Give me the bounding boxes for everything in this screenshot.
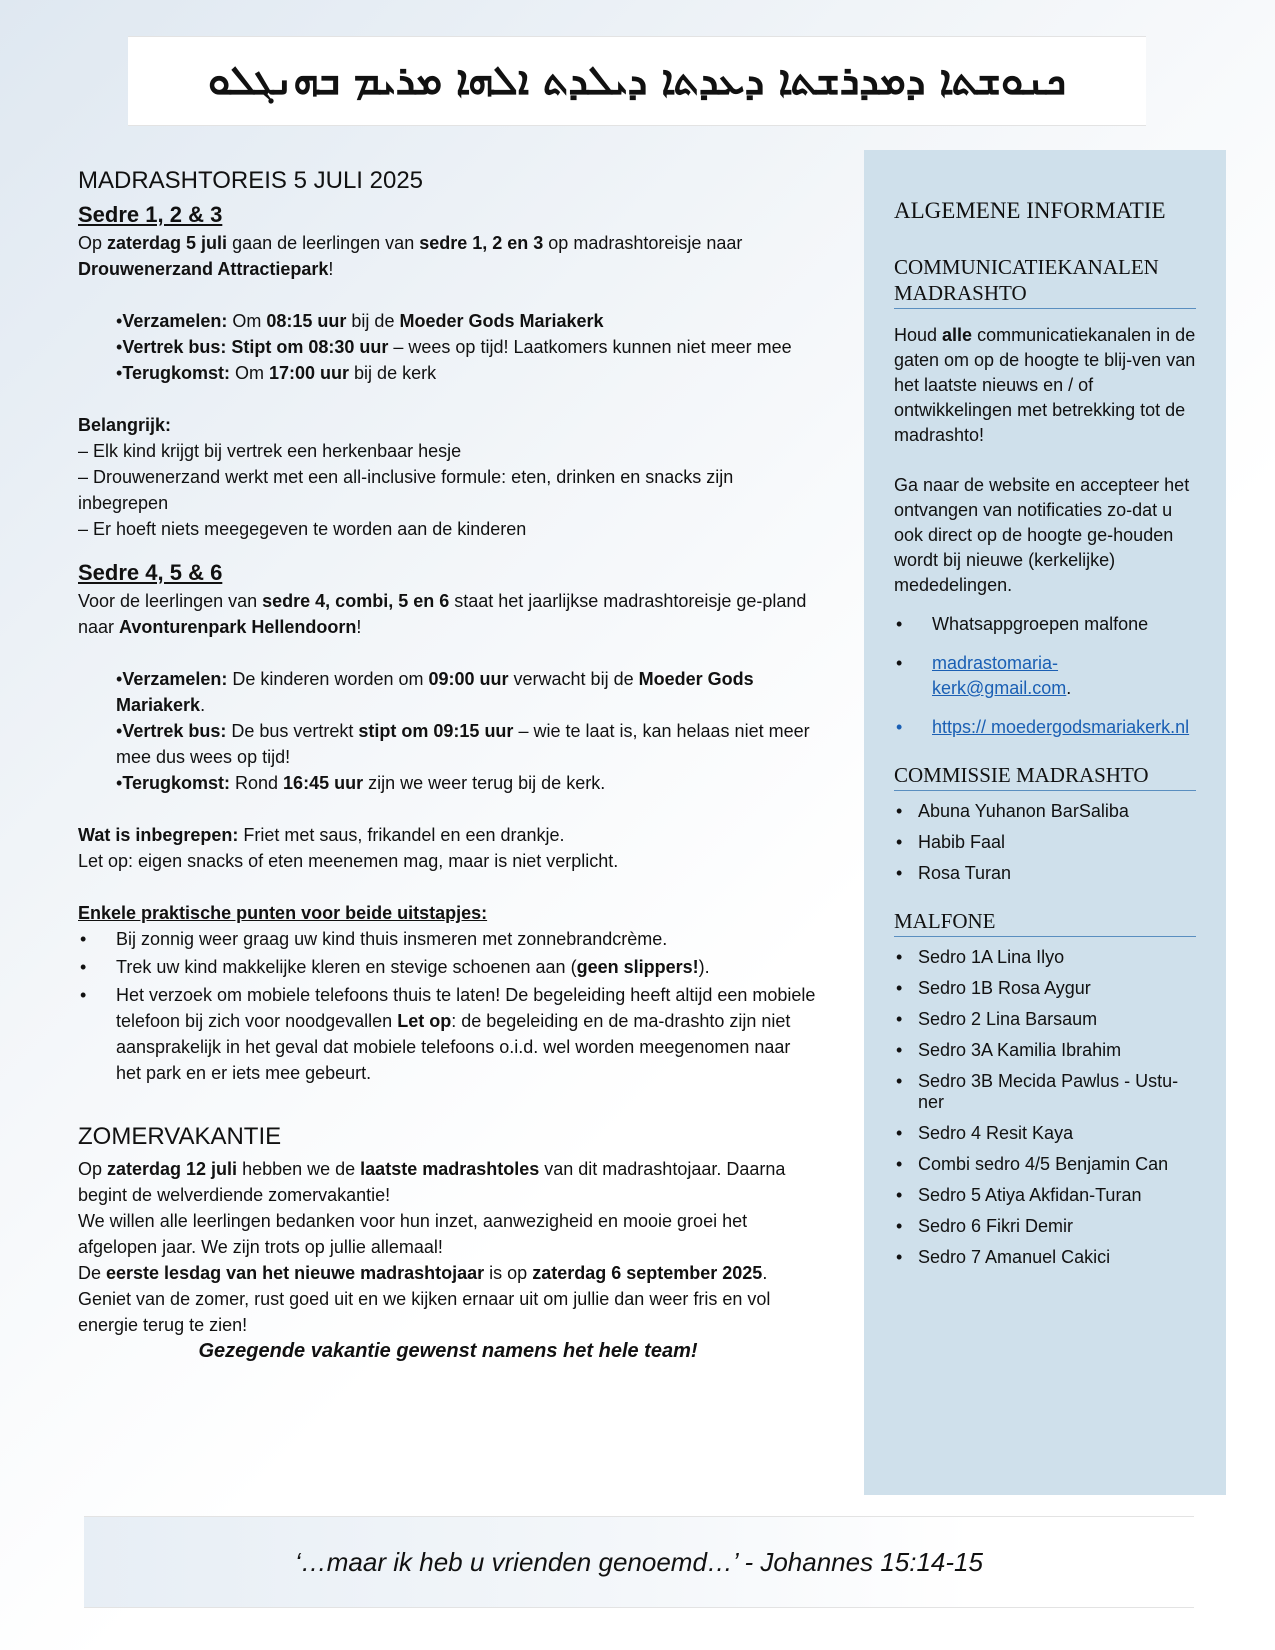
list-item: • Sedro 3B Mecida Pawlus - Ustu-ner <box>894 1071 1196 1113</box>
commission-list <box>894 801 1196 884</box>
malfone-heading: MALFONE <box>894 908 1196 937</box>
header-banner <box>128 36 1146 126</box>
list-item: • Sedro 5 Atiya Akfidan-Turan <box>894 1185 1196 1206</box>
list-item: • Het verzoek om mobiele telefoons thuis te laten! De begeleiding heeft altijd een mobiele telefoon bij zich voor noodgevallen Let op: de begeleiding en de ma-drashto zijn niet aansprakelijk in het geval dat mobiele telefoons o.i.d. wel worden meegenomen naar het park en er iets mee gebeurt. <box>80 985 816 1083</box>
list-item: • Bij zonnig weer graag uw kind thuis insmeren met zonnebrandcrème. <box>80 929 668 949</box>
summer-p3: De eerste lesdag van het nieuwe madrashtojaar is op zaterdag 6 september 2025. <box>78 1263 768 1283</box>
group1-heading: Sedre 1, 2 & 3 <box>78 202 223 227</box>
website-link[interactable]: https:// moedergodsmariakerk.nl <box>932 717 1190 737</box>
important-label: Belangrijk: <box>78 415 172 435</box>
comm-heading: COMMUNICATIEKANALEN MADRASHTO <box>894 254 1196 309</box>
comm-text-2: Ga naar de website en accepteer het ontvangen van notificaties zo-dat u ook direct op de hoogte ge-houden wordt bij nieuwe (kerkelijke) mededelingen. <box>894 475 1190 595</box>
list-item: • Sedro 1A Lina Ilyo <box>894 947 1196 968</box>
group1-intro: Op zaterdag 5 juli gaan de leerlingen van sedre 1, 2 en 3 op madrashtoreisje naar Drouwenerzand Attractiepark! <box>78 233 743 279</box>
important-item: – Drouwenerzand werkt met een all-inclusive formule: eten, drinken en snacks zijn inbegrepen <box>78 467 734 513</box>
summer-title: ZOMERVAKANTIE <box>78 1123 282 1150</box>
practical-heading: Enkele praktische punten voor beide uitstapjes: <box>78 903 488 923</box>
group1-depart: •Vertrek bus: Stipt om 08:30 uur – wees op tijd! Laatkomers kunnen niet meer mee <box>116 337 792 357</box>
email-link[interactable]: madrastomaria-kerk@gmail.com <box>932 653 1067 698</box>
included-note: Let op: eigen snacks of eten meenemen mag, maar is niet verplicht. <box>78 851 619 871</box>
channel-list <box>894 612 1196 740</box>
group2-gather: •Verzamelen: De kinderen worden om 09:00 uur verwacht bij de Moeder Gods Mariakerk. <box>116 669 754 715</box>
sidebar <box>864 150 1226 1495</box>
main-column <box>78 166 818 1364</box>
list-item: • Sedro 4 Resit Kaya <box>894 1123 1196 1144</box>
footer-quote: ‘…maar ik heb u vrienden genoemd…’ - Johannes 15:14-15 <box>295 1546 983 1577</box>
practical-list <box>78 926 818 1086</box>
group1-gather: •Verzamelen: Om 08:15 uur bij de Moeder Gods Mariakerk <box>116 311 604 331</box>
syriac-title: ܟܢܘܫܬܐ ܕܡܕܪܫܬܐ ܕܥܕܬܐ ܕܝܠܕܬ ܐܠܗܐ ܡܪܝܡ ܒܗܢܓܠܘ <box>208 58 1066 104</box>
summer-p2: We willen alle leerlingen bedanken voor hun inzet, aanwezigheid en mooie groei het afgelopen jaar. We zijn trots op jullie allemaal! <box>78 1211 748 1257</box>
list-item: • Sedro 6 Fikri Demir <box>894 1216 1196 1237</box>
footer-quote-bar <box>84 1516 1194 1608</box>
list-item: • Abuna Yuhanon BarSaliba <box>894 801 1196 822</box>
channel-website: • https:// moedergodsmariakerk.nl <box>896 717 1190 737</box>
included-text: Wat is inbegrepen: Friet met saus, frikandel en een drankje. <box>78 825 565 845</box>
list-item: • Sedro 1B Rosa Aygur <box>894 978 1196 999</box>
comm-text: Houd alle communicatiekanalen in de gaten om op de hoogte te blij-ven van het laatste nieuws en / of ontwikkelingen met betrekking tot de madrashto! <box>894 325 1196 445</box>
list-item: • Rosa Turan <box>894 863 1196 884</box>
important-item: – Elk kind krijgt bij vertrek een herkenbaar hesje <box>78 441 462 461</box>
list-item: • Trek uw kind makkelijke kleren en stevige schoenen aan (geen slippers!). <box>80 957 710 977</box>
group2-return: •Terugkomst: Rond 16:45 uur zijn we weer terug bij de kerk. <box>116 773 606 793</box>
list-item: • Habib Faal <box>894 832 1196 853</box>
channel-email: • madrastomaria-kerk@gmail.com. <box>896 653 1072 698</box>
group2-depart: •Vertrek bus: De bus vertrekt stipt om 09:15 uur – wie te laat is, kan helaas niet meer mee dus wees op tijd! <box>116 721 810 767</box>
group2-intro: Voor de leerlingen van sedre 4, combi, 5 en 6 staat het jaarlijkse madrashtoreisje ge-pland naar Avonturenpark Hellendoorn! <box>78 591 807 637</box>
list-item: • Combi sedro 4/5 Benjamin Can <box>894 1154 1196 1175</box>
important-item: – Er hoeft niets meegegeven te worden aan de kinderen <box>78 519 527 539</box>
channel-whatsapp: • Whatsappgroepen malfone <box>896 614 1149 634</box>
list-item: • Sedro 7 Amanuel Cakici <box>894 1247 1196 1268</box>
commission-heading: COMMISSIE MADRASHTO <box>894 762 1196 791</box>
group2-heading: Sedre 4, 5 & 6 <box>78 560 223 585</box>
summer-p4: Geniet van de zomer, rust goed uit en we kijken ernaar uit om jullie dan weer fris en vol energie terug te zien! <box>78 1289 771 1335</box>
list-item: • Sedro 2 Lina Barsaum <box>894 1009 1196 1030</box>
malfone-list <box>894 947 1196 1268</box>
group1-return: •Terugkomst: Om 17:00 uur bij de kerk <box>116 363 437 383</box>
list-item: • Sedro 3A Kamilia Ibrahim <box>894 1040 1196 1061</box>
summer-p1: Op zaterdag 12 juli hebben we de laatste madrashtoles van dit madrashtojaar. Daarna begint de welverdiende zomervakantie! <box>78 1159 786 1205</box>
trip-title: MADRASHTOREIS 5 JULI 2025 <box>78 167 424 194</box>
sidebar-title: ALGEMENE INFORMATIE <box>894 198 1166 223</box>
closing-line: Gezegende vakantie gewenst namens het hele team! <box>198 1340 698 1362</box>
